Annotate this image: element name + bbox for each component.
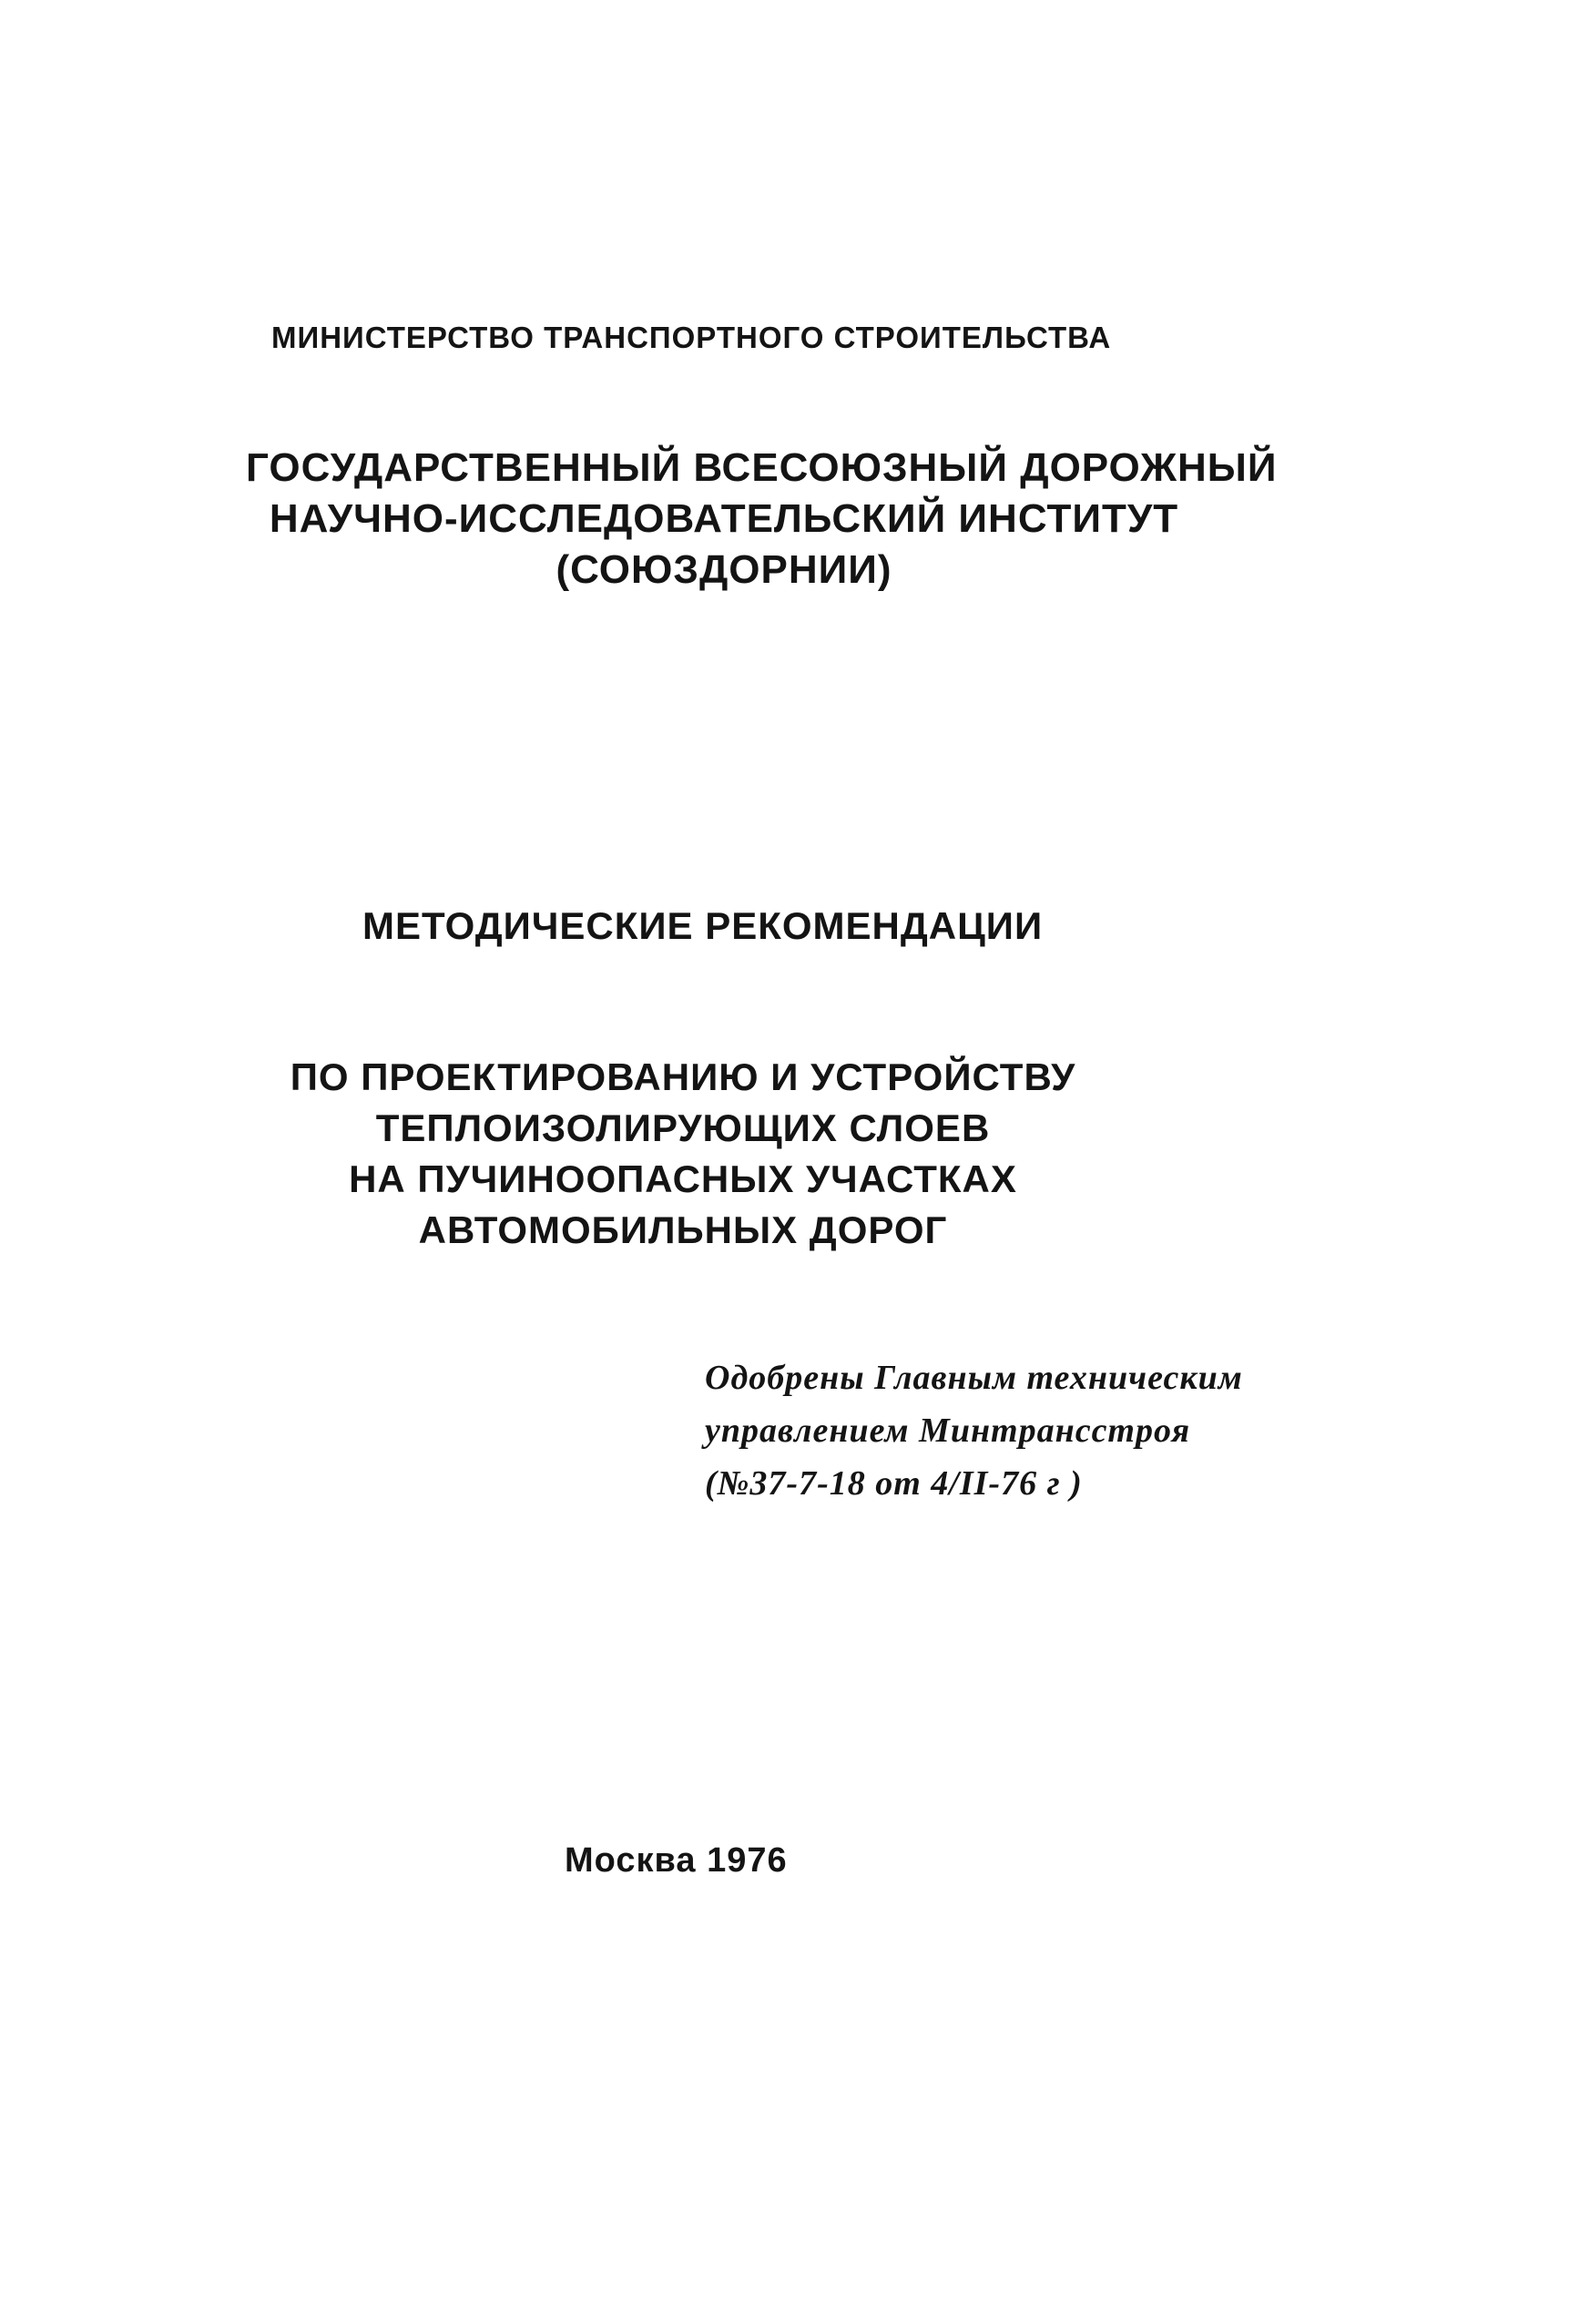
- publication-city-year: Москва 1976: [565, 1841, 788, 1880]
- document-subject-line-2: ТЕПЛОИЗОЛИРУЮЩИХ СЛОЕВ: [375, 1106, 991, 1149]
- approval-note-line-1: Одобрены Главным техническим: [705, 1359, 1243, 1397]
- ministry-name: МИНИСТЕРСТВО ТРАНСПОРТНОГО СТРОИТЕЛЬСТВА: [271, 321, 1112, 354]
- approval-note-line-2: управлением Минтрансстроя: [705, 1412, 1191, 1450]
- document-subject-line-1: ПО ПРОЕКТИРОВАНИЮ И УСТРОЙСТВУ: [290, 1055, 1076, 1098]
- document-subject-line-3: НА ПУЧИНООПАСНЫХ УЧАСТКАХ: [349, 1157, 1017, 1200]
- institute-abbreviation: (СОЮЗДОРНИИ): [555, 547, 892, 592]
- institute-name-line-1: ГОСУДАРСТВЕННЫЙ ВСЕСОЮЗНЫЙ ДОРОЖНЫЙ: [246, 445, 1278, 490]
- document-type: МЕТОДИЧЕСКИЕ РЕКОМЕНДАЦИИ: [362, 904, 1044, 947]
- document-subject-line-4: АВТОМОБИЛЬНЫХ ДОРОГ: [418, 1208, 948, 1251]
- institute-name-line-2: НАУЧНО-ИССЛЕДОВАТЕЛЬСКИЙ ИНСТИТУТ: [269, 496, 1179, 541]
- approval-note-line-3: (№37-7-18 от 4/II-76 г ): [705, 1464, 1083, 1503]
